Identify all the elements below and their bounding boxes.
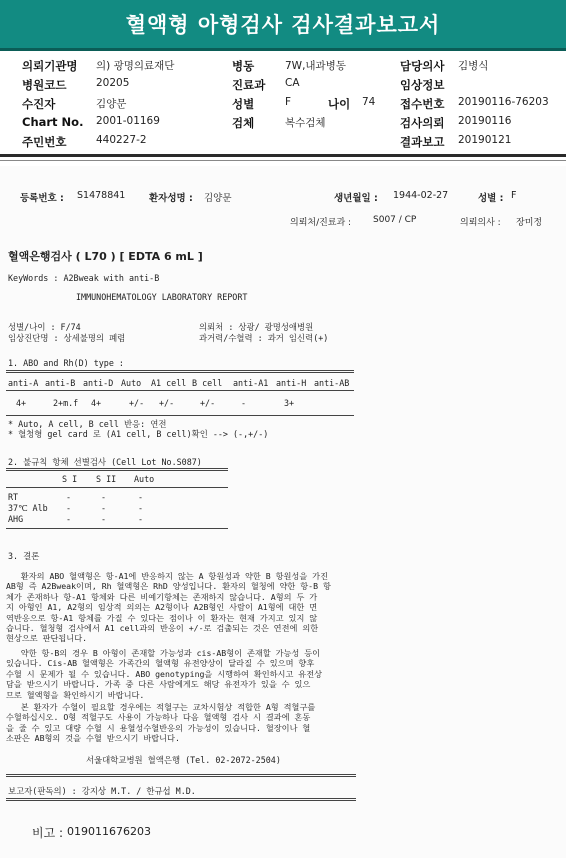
dob-label: 생년월일 : xyxy=(334,193,378,204)
note-1: * Auto, A cell, B cell 반응: 연전 xyxy=(8,419,167,429)
paragraph-line: 환자의 ABO 혈액형은 항-A1에 반응하지 않는 A 항원성과 약한 B 항원성을 가진 xyxy=(6,571,328,581)
keywords: KeyWords : A2Bweak with anti-B xyxy=(8,273,160,283)
field-value: 의) 광명의료재단 xyxy=(96,60,175,72)
ab-col-header: S I xyxy=(62,474,78,484)
ab-cell-value: - xyxy=(101,503,107,513)
ab-row-phase: RT xyxy=(8,492,19,502)
paragraph-line: AB형 즉 A2Bweak이며, Rh 혈액형은 RhD 양성입니다. 환자의 혈청에 약한 항-B 항 xyxy=(6,581,331,592)
field-label: 진료과 xyxy=(232,78,266,92)
diagnosis: 임상진단명 : 상세불명의 폐렴 xyxy=(8,333,126,343)
field-value: 김병식 xyxy=(458,60,489,72)
abo-col-header: anti-H xyxy=(276,378,307,388)
patient-label: 환자성명 : xyxy=(149,193,193,204)
abo-cell-value: 4+ xyxy=(16,398,27,408)
abo-col-header: anti-D xyxy=(83,378,114,388)
remark-label: 비고 : xyxy=(32,826,64,840)
ab-cell-value: - xyxy=(138,503,144,513)
field-label: 결과보고 xyxy=(400,135,445,149)
field-value: 20190116-76203 xyxy=(458,96,549,108)
paragraph-line: 수혈 시 문제가 될 수 있습니다. ABO genotyping을 시행하여 확인하시고 유전상 xyxy=(6,668,323,679)
header-row xyxy=(22,56,562,75)
field-label: 주민번호 xyxy=(22,135,67,149)
field-label: 수진자 xyxy=(22,97,56,111)
field-value: CA xyxy=(285,77,300,89)
table-rule xyxy=(6,528,228,529)
ab-cell-value: - xyxy=(66,514,72,524)
sex-value: F xyxy=(511,190,517,201)
paragraph-line: 지 아형인 A1, A2형의 임상적 의의는 A2형이나 A2B형인 사람이 A1형에 대한 면 xyxy=(6,602,318,613)
section2-heading: 2. 불규칙 항체 선별검사 (Cell Lot No.S087) xyxy=(8,457,202,467)
conclusion-paragraph-2 xyxy=(6,648,322,700)
field-label: 접수번호 xyxy=(400,97,445,111)
field-label: 담당의사 xyxy=(400,59,445,73)
ab-cell-value: - xyxy=(138,492,144,502)
patient-value: 김양문 xyxy=(204,193,232,204)
reg-label: 등록번호 : xyxy=(20,193,64,204)
field-label: 성별 xyxy=(232,97,255,111)
paragraph-line: 체가 존재하나 항-A1 항체와 다른 비예기항체는 존재하지 않습니다. A형의 두 가 xyxy=(6,591,318,602)
lab-report-heading: IMMUNOHEMATOLOGY LABORATORY REPORT xyxy=(76,292,248,302)
field-value: 7W,내과병동 xyxy=(285,60,346,72)
field-value: 20190116 xyxy=(458,115,512,127)
ab-cell-value: - xyxy=(66,503,72,513)
history: 과거력/수혈력 : 과거 임신력(+) xyxy=(199,333,329,343)
ab-cell-value: - xyxy=(138,514,144,524)
field-value: 20205 xyxy=(96,77,130,89)
field-value: F xyxy=(285,96,292,108)
field-value: 20190121 xyxy=(458,134,512,146)
report-title: 혈액형 아형검사 검사결과보고서 xyxy=(125,13,441,37)
field-label: 검사의뢰 xyxy=(400,116,445,130)
ab-cell-value: - xyxy=(66,492,72,502)
field-label: 병원코드 xyxy=(22,78,67,92)
abo-col-header: anti-AB xyxy=(314,378,350,388)
field-label: Chart No. xyxy=(22,115,84,129)
abo-cell-value: +/- xyxy=(159,398,175,408)
requester: 의뢰처 : 상광/ 광명성애병원 xyxy=(199,322,314,332)
doctor-label: 의뢰의사 : xyxy=(460,218,501,228)
sex-age: 성별/나이 : F/74 xyxy=(8,322,81,332)
conclusion-paragraph-3 xyxy=(6,702,315,744)
header-row xyxy=(22,75,562,94)
table-rule xyxy=(6,468,228,471)
paragraph-line: 현상으로 판단됩니다. xyxy=(6,633,88,644)
age-value: 74 xyxy=(362,96,376,108)
scanned-report xyxy=(0,166,566,858)
table-rule xyxy=(6,774,356,777)
test-title: 혈액은행검사 ( L70 ) [ EDTA 6 mL ] xyxy=(8,250,203,263)
abo-col-header: anti-B xyxy=(45,378,76,388)
abo-cell-value: 4+ xyxy=(91,398,102,408)
abo-cell-value: - xyxy=(241,398,247,408)
table-rule xyxy=(6,370,354,373)
abo-col-header: A1 cell xyxy=(151,378,187,388)
sex-label: 성별 : xyxy=(478,193,504,204)
remark-value: 019011676203 xyxy=(67,825,151,838)
conclusion-paragraph-1 xyxy=(6,571,331,644)
note-2: * 혈청형 gel card 로 (A1 cell, B cell)확인 --> (-,+/-) xyxy=(8,429,269,439)
field-value: 2001-01169 xyxy=(96,115,160,127)
table-rule xyxy=(6,798,356,801)
table-rule xyxy=(6,415,354,416)
paragraph-line: 소판은 AB형의 것을 수혈 받으시기 바랍니다. xyxy=(6,733,180,744)
abo-cell-value: +/- xyxy=(200,398,216,408)
abo-col-header: B cell xyxy=(192,378,223,388)
ab-row-phase: 37℃ Alb xyxy=(8,503,48,513)
paragraph-line: 담을 받으시기 바랍니다. 가족 중 다른 사람에게도 해당 유전자가 있을 수 있으 xyxy=(6,679,311,690)
dept-value: S007 / CP xyxy=(373,215,417,225)
abo-col-header: anti-A xyxy=(8,378,39,388)
paragraph-line: 본 환자가 수혈이 필요할 경우에는 적혈구는 교차시험상 적합한 A형 적혈구를 xyxy=(6,702,316,712)
field-value: 김양문 xyxy=(96,98,127,110)
ab-row-phase: AHG xyxy=(8,514,24,524)
ab-cell-value: - xyxy=(101,492,107,502)
paragraph-line: 약한 항-B의 경우 B 아형이 존재할 가능성과 cis-AB형이 존재할 가능성 등이 xyxy=(6,648,321,658)
reporter: 보고자(판독의) : 강지상 M.T. / 한규섭 M.D. xyxy=(8,786,196,796)
field-label: 검체 xyxy=(232,116,255,130)
report-title-banner xyxy=(0,0,566,51)
field-label: 병동 xyxy=(232,59,255,73)
abo-cell-value: +/- xyxy=(129,398,145,408)
field-value: 복수검체 xyxy=(285,117,326,129)
institution: 서울대학교병원 혈액은행 (Tel. 02-2072-2504) xyxy=(86,755,281,765)
ab-col-header: Auto xyxy=(134,474,155,484)
paragraph-line: 있습니다. Cis-AB 혈액형은 가족간의 혈액형 유전양상이 달라질 수 있으며 향후 xyxy=(6,658,315,669)
ab-col-header: S II xyxy=(96,474,117,484)
abo-cell-value: 2+m.f xyxy=(53,398,79,408)
section3-heading: 3. 결론 xyxy=(8,551,40,561)
section-divider xyxy=(0,154,566,157)
paragraph-line: 수혈하십시오. O형 적혈구도 사용이 가능하나 다음 혈액형 검사 시 결과에 혼동 xyxy=(6,712,311,723)
abo-col-header: anti-A1 xyxy=(233,378,269,388)
abo-cell-value: 3+ xyxy=(284,398,295,408)
field-label: 임상정보 xyxy=(400,78,445,92)
ab-cell-value: - xyxy=(101,514,107,524)
paragraph-line: 습니다. 혈청형 검사에서 A1 cell과의 반응이 +/-로 검출되는 것은 연전에 의한 xyxy=(6,623,319,634)
reg-value: S1478841 xyxy=(77,190,126,201)
paragraph-line: 역반응으로 항-A1 항체를 가질 수 있다는 점이나 이 환자는 현재 가지고 있지 않 xyxy=(6,612,318,623)
section-divider xyxy=(0,160,566,161)
header-row xyxy=(22,113,562,132)
paragraph-line: 므로 혈액형을 확인하시기 바랍니다. xyxy=(6,689,145,700)
doctor-value: 장미정 xyxy=(516,218,543,228)
dob-value: 1944-02-27 xyxy=(393,190,449,201)
field-label: 의뢰기관명 xyxy=(22,59,78,73)
header-row xyxy=(22,132,562,151)
field-value: 440227-2 xyxy=(96,134,147,146)
table-rule xyxy=(6,390,354,391)
dept-label: 의뢰처/진료과 : xyxy=(290,218,352,228)
table-rule xyxy=(6,487,228,488)
abo-col-header: Auto xyxy=(121,378,142,388)
paragraph-line: 을 줄 수 있고 대량 수혈 시 용혈성수혈반응의 가능성이 있습니다. 혈장이나 혈 xyxy=(6,722,311,733)
age-label: 나이 xyxy=(328,97,351,111)
section1-heading: 1. ABO and Rh(D) type : xyxy=(8,358,124,368)
header-row xyxy=(22,94,562,113)
